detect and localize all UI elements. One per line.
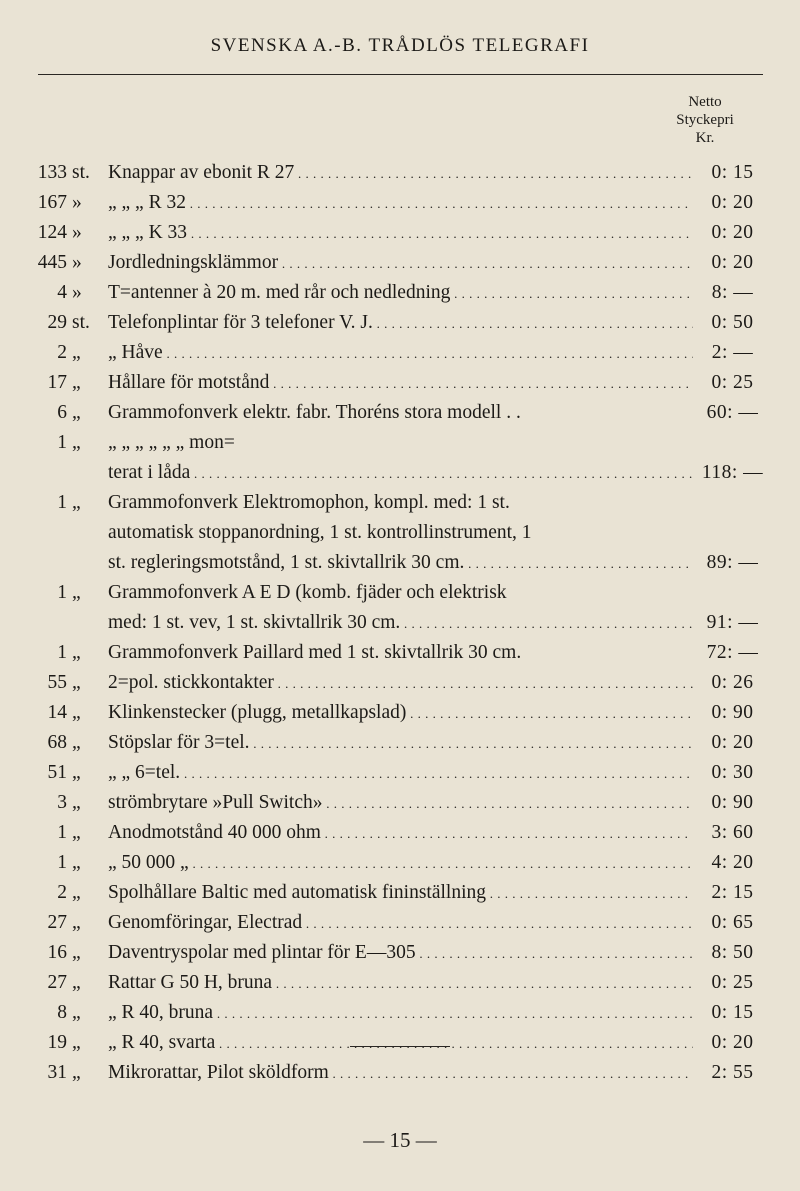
item-description: Daventryspolar med plintar för E—305 . . . [108, 938, 693, 969]
item-price: 72: — [706, 642, 759, 663]
item-quantity: 8 [57, 1002, 67, 1023]
item-description: „ „ „ K 33 . . . [108, 218, 693, 249]
page-header: SVENSKA A.-B. TRÅDLÖS TELEGRAFI [210, 35, 590, 56]
list-item [30, 638, 770, 668]
item-unit: „ [72, 822, 81, 843]
list-item [30, 1028, 770, 1058]
item-description: „ R 40, svarta . . . [108, 1028, 693, 1059]
item-price: 0: 25 [711, 372, 754, 393]
item-description: Mikrorattar, Pilot sköldform . . . [108, 1058, 693, 1089]
item-unit: „ [72, 672, 81, 693]
list-item [30, 758, 770, 788]
list-item [30, 788, 770, 818]
price-list [30, 158, 770, 1088]
list-item [30, 578, 770, 608]
item-unit: st. [72, 312, 90, 333]
item-quantity: 55 [47, 672, 67, 693]
item-price: 0: 15 [711, 1002, 754, 1023]
item-description: Hållare för motstånd . . . [108, 368, 693, 399]
item-price: 2: 55 [711, 1062, 754, 1083]
item-description: T=antenner à 20 m. med rår och nedledning . . . [108, 278, 693, 309]
page-number: — 15 — [363, 1128, 437, 1152]
list-item [30, 938, 770, 968]
item-unit: „ [72, 432, 81, 453]
item-price: 4: 20 [711, 852, 754, 873]
list-item [30, 818, 770, 848]
item-unit: „ [72, 942, 81, 963]
item-quantity: 14 [47, 702, 67, 723]
item-unit: „ [72, 582, 81, 603]
item-price: 0: 30 [711, 762, 754, 783]
item-quantity: 51 [47, 762, 67, 783]
list-item [30, 908, 770, 938]
item-description: „ „ „ R 32 . . . [108, 188, 693, 219]
item-quantity: 167 [37, 192, 67, 213]
item-description: Anodmotstånd 40 000 ohm . . . [108, 818, 693, 849]
item-unit: » [72, 222, 82, 243]
item-quantity: 4 [57, 282, 67, 303]
item-unit: „ [72, 852, 81, 873]
item-description: st. regleringsmotstånd, 1 st. skivtallrik 30 cm. . . . [108, 548, 693, 579]
item-description: Stöpslar för 3=tel. . . . [108, 728, 693, 759]
item-price: 0: 50 [711, 312, 754, 333]
item-price: 2: — [711, 342, 754, 363]
list-item [30, 848, 770, 878]
item-quantity: 2 [57, 882, 67, 903]
item-unit: » [72, 282, 82, 303]
item-unit: „ [72, 972, 81, 993]
list-item [30, 1058, 770, 1088]
item-description: Grammofonverk Paillard med 1 st. skivtallrik 30 cm. [108, 642, 522, 663]
item-description: Klinkenstecker (plugg, metallkapslad) . . . [108, 698, 693, 729]
item-unit: „ [72, 1002, 81, 1023]
item-description: 2=pol. stickkontakter . . . [108, 668, 693, 699]
item-price: 8: 50 [711, 942, 754, 963]
item-quantity: 1 [57, 852, 67, 873]
item-price: 0: 20 [711, 732, 754, 753]
item-unit: „ [72, 702, 81, 723]
price-header-line3: Kr. [695, 130, 715, 146]
item-quantity: 1 [57, 492, 67, 513]
item-description: „ R 40, bruna . . . [108, 998, 693, 1029]
item-unit: „ [72, 1062, 81, 1083]
item-unit: „ [72, 372, 81, 393]
list-item [30, 878, 770, 908]
item-quantity: 6 [57, 402, 67, 423]
price-header-line1: Netto [688, 94, 722, 110]
item-quantity: 16 [47, 942, 67, 963]
item-quantity: 445 [37, 252, 67, 273]
item-quantity: 1 [57, 582, 67, 603]
item-unit: „ [72, 912, 81, 933]
item-price: 3: 60 [711, 822, 754, 843]
list-item [30, 158, 770, 188]
item-unit: „ [72, 1032, 81, 1053]
item-price: 0: 26 [711, 672, 754, 693]
item-price: 0: 90 [711, 702, 754, 723]
header-rule [38, 74, 763, 75]
item-price: 118: — [701, 462, 764, 483]
item-quantity: 1 [57, 642, 67, 663]
item-price: 0: 20 [711, 222, 754, 243]
item-price: 2: 15 [711, 882, 754, 903]
item-description: „ „ „ „ „ „ mon= [108, 432, 235, 453]
item-description: Telefonplintar för 3 telefoner V. J. . . . [108, 308, 693, 339]
list-item [30, 458, 770, 488]
list-item [30, 698, 770, 728]
item-description: Genomföringar, Electrad . . . [108, 908, 693, 939]
item-quantity: 27 [47, 912, 67, 933]
item-description: med: 1 st. vev, 1 st. skivtallrik 30 cm. . . . [108, 608, 693, 639]
item-price: 0: 90 [711, 792, 754, 813]
item-unit: „ [72, 732, 81, 753]
list-item [30, 188, 770, 218]
list-item [30, 488, 770, 518]
item-price: 0: 15 [711, 162, 754, 183]
item-description: Spolhållare Baltic med automatisk fininställning . . . [108, 878, 693, 909]
list-item [30, 248, 770, 278]
item-unit: „ [72, 342, 81, 363]
list-item [30, 278, 770, 308]
list-item [30, 338, 770, 368]
item-price: 0: 65 [711, 912, 754, 933]
item-unit: „ [72, 792, 81, 813]
item-price: 89: — [706, 552, 759, 573]
item-description: strömbrytare »Pull Switch» . . . [108, 788, 693, 819]
item-quantity: 19 [47, 1032, 67, 1053]
item-quantity: 29 [47, 312, 67, 333]
item-unit: „ [72, 762, 81, 783]
item-price: 8: — [711, 282, 754, 303]
list-item [30, 428, 770, 458]
list-item [30, 368, 770, 398]
item-description: Knappar av ebonit R 27 . . . [108, 158, 693, 189]
item-quantity: 3 [57, 792, 67, 813]
item-description: Grammofonverk A E D (komb. fjäder och elektrisk [108, 582, 507, 603]
list-item [30, 968, 770, 998]
item-description: automatisk stoppanordning, 1 st. kontrollinstrument, 1 [108, 522, 532, 543]
item-price: 0: 20 [711, 1032, 754, 1053]
list-item [30, 998, 770, 1028]
item-unit: „ [72, 882, 81, 903]
item-quantity: 1 [57, 432, 67, 453]
list-item [30, 308, 770, 338]
item-quantity: 17 [47, 372, 67, 393]
item-unit: „ [72, 642, 81, 663]
item-quantity: 68 [47, 732, 67, 753]
list-item [30, 608, 770, 638]
list-item [30, 398, 770, 428]
price-column-header [650, 93, 760, 147]
item-unit: » [72, 252, 82, 273]
item-price: 0: 25 [711, 972, 754, 993]
item-quantity: 1 [57, 822, 67, 843]
item-price: 0: 20 [711, 192, 754, 213]
item-description: Grammofonverk elektr. fabr. Thoréns stora modell . . [108, 402, 521, 423]
item-quantity: 133 [37, 162, 67, 183]
item-quantity: 2 [57, 342, 67, 363]
item-description: Rattar G 50 H, bruna . . . [108, 968, 693, 999]
footer-rule [350, 1046, 450, 1047]
item-unit: st. [72, 162, 90, 183]
list-item [30, 728, 770, 758]
item-unit: » [72, 192, 82, 213]
item-price: 0: 20 [711, 252, 754, 273]
item-unit: „ [72, 492, 81, 513]
item-quantity: 27 [47, 972, 67, 993]
list-item [30, 668, 770, 698]
item-description: „ „ 6=tel. . . . [108, 758, 693, 789]
item-description: Grammofonverk Elektromophon, kompl. med: 1 st. [108, 492, 510, 513]
price-header-line2: Styckepri [676, 112, 734, 128]
item-unit: „ [72, 402, 81, 423]
item-description: Jordledningsklämmor . . . [108, 248, 693, 279]
item-price: 91: — [706, 612, 759, 633]
item-description: terat i låda . . . [108, 458, 693, 489]
item-description: „ Håve . . . [108, 338, 693, 369]
item-quantity: 31 [47, 1062, 67, 1083]
item-price: 60: — [706, 402, 759, 423]
item-description: „ 50 000 „ . . . [108, 848, 693, 879]
item-quantity: 124 [37, 222, 67, 243]
list-item [30, 218, 770, 248]
list-item [30, 518, 770, 548]
list-item [30, 548, 770, 578]
